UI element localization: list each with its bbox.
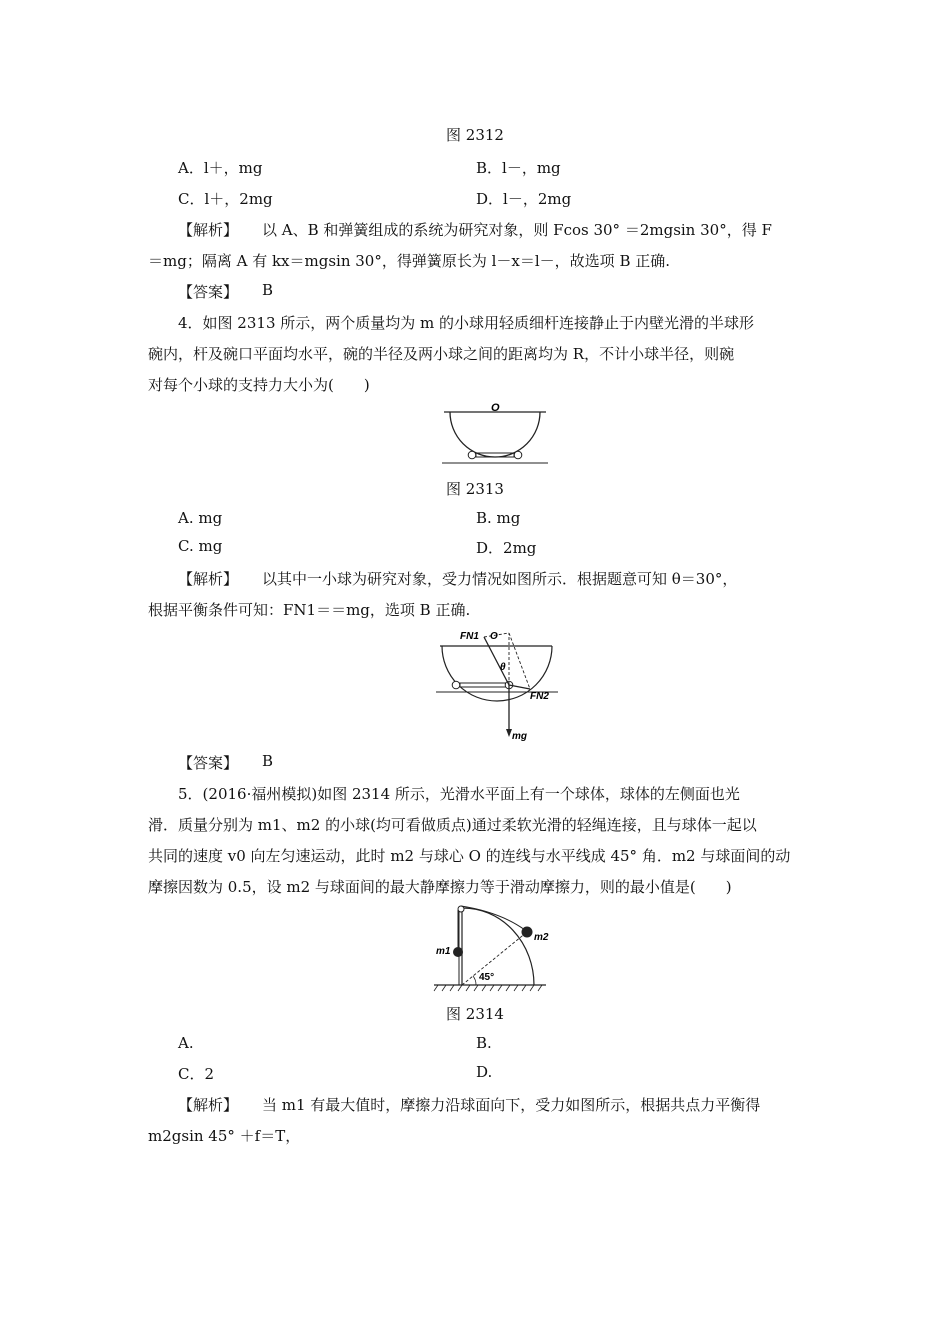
- q3-analysis-line1: 以 A、B 和弹簧组成的系统为研究对象，则 Fcos 30° ＝2mgsin 30°，得 F: [262, 221, 772, 239]
- q4-stem-line1: 4．如图 2313 所示，两个质量均为 m 的小球用轻质细杆连接静止于内壁光滑的半球形: [178, 314, 755, 332]
- label-theta: θ: [500, 662, 506, 673]
- q5-option-a: A.: [178, 1034, 194, 1052]
- radius-dashed: [462, 932, 527, 985]
- fn1-vector: [484, 637, 509, 685]
- q4-analysis-line2: 根据平衡条件可知：FN1＝＝mg，选项 B 正确.: [148, 601, 471, 619]
- q5-analysis-line2: m2gsin 45° ＋f＝T，: [148, 1127, 301, 1145]
- label-m1: m1: [436, 946, 451, 957]
- q5-stem-line1: 5．(2016·福州模拟)如图 2314 所示，光滑水平面上有一个球体，球体的左侧面也光: [178, 785, 740, 803]
- q4-stem-line3: 对每个小球的支持力大小为( ): [148, 376, 370, 394]
- q4-option-d: D．2mg: [476, 539, 537, 557]
- q4-option-a: A. mg: [178, 509, 223, 527]
- figure-caption-2314: 图 2314: [446, 1005, 504, 1023]
- q4-answer-label: 【答案】: [178, 754, 239, 772]
- rope-to-m2: [461, 906, 525, 930]
- q3-analysis-line2: ＝mg；隔离 A 有 kx＝mgsin 30°，得弹簧原长为 l－x＝l－，故选项 B 正确.: [148, 252, 670, 270]
- angle-arc: [473, 976, 476, 985]
- label-fn1: FN1: [460, 631, 479, 642]
- label-45deg: 45°: [479, 972, 495, 983]
- figure-caption-2312: 图 2312: [446, 126, 504, 144]
- sphere-arc: [462, 908, 534, 985]
- q3-analysis-label: 【解析】: [178, 221, 239, 239]
- q4-stem-line2: 碗内，杆及碗口平面均水平，碗的半径及两小球之间的距离均为 R，不计小球半径，则碗: [148, 345, 735, 363]
- q5-stem-line4: 摩擦因数为 0.5，设 m2 与球面间的最大静摩擦力等于滑动摩擦力，则的最小值是( ): [148, 878, 732, 896]
- q5-stem-line2: 滑．质量分别为 m1、m2 的小球(均可看做质点)通过柔软光滑的轻绳连接，且与球体一起以: [148, 816, 757, 834]
- sphere-diagram-2314: [430, 900, 550, 995]
- q3-answer-label: 【答案】: [178, 283, 239, 301]
- figure-caption-2313: 图 2313: [446, 480, 504, 498]
- q5-option-c: C．2: [178, 1065, 215, 1083]
- q5-stem-line3: 共同的速度 v0 向左匀速运动，此时 m2 与球心 O 的连线与水平线成 45° 角．m2 与球面间的动: [148, 847, 791, 865]
- ball-m1: [453, 947, 463, 957]
- rod: [460, 683, 506, 687]
- q3-option-a: A．l＋，mg: [178, 159, 263, 177]
- label-mg: mg: [512, 731, 527, 742]
- q5-analysis-line1: 当 m1 有最大值时，摩擦力沿球面向下，受力如图所示，根据共点力平衡得: [262, 1096, 761, 1114]
- q5-option-d: D.: [476, 1063, 493, 1081]
- ball-left: [452, 681, 460, 689]
- q4-analysis-line1: 以其中一小球为研究对象，受力情况如图所示．根据题意可知 θ＝30°，: [262, 570, 738, 588]
- q5-analysis-label: 【解析】: [178, 1096, 239, 1114]
- q4-answer-value: B: [262, 752, 274, 770]
- q3-option-b: B．l－，mg: [476, 159, 561, 177]
- center-label-o: O: [491, 402, 500, 414]
- force-diagram: [434, 625, 564, 745]
- q4-analysis-label: 【解析】: [178, 570, 239, 588]
- label-m2: m2: [534, 932, 549, 943]
- label-fn2: FN2: [530, 691, 549, 702]
- ground-hatching: [434, 985, 542, 991]
- q3-answer-value: B: [262, 281, 274, 299]
- q5-option-b: B.: [476, 1034, 492, 1052]
- dashed-diagonal: [509, 633, 530, 689]
- bowl-arc: [450, 412, 540, 457]
- q4-option-b: B. mg: [476, 509, 521, 527]
- label-o: O: [490, 631, 498, 642]
- bowl-diagram-2313: [440, 400, 550, 468]
- ball-right: [514, 451, 522, 459]
- q4-option-c: C. mg: [178, 537, 223, 555]
- ball-left: [468, 451, 476, 459]
- q3-option-c: C．l＋，2mg: [178, 190, 273, 208]
- pulley: [458, 906, 464, 912]
- q3-option-d: D．l－，2mg: [476, 190, 572, 208]
